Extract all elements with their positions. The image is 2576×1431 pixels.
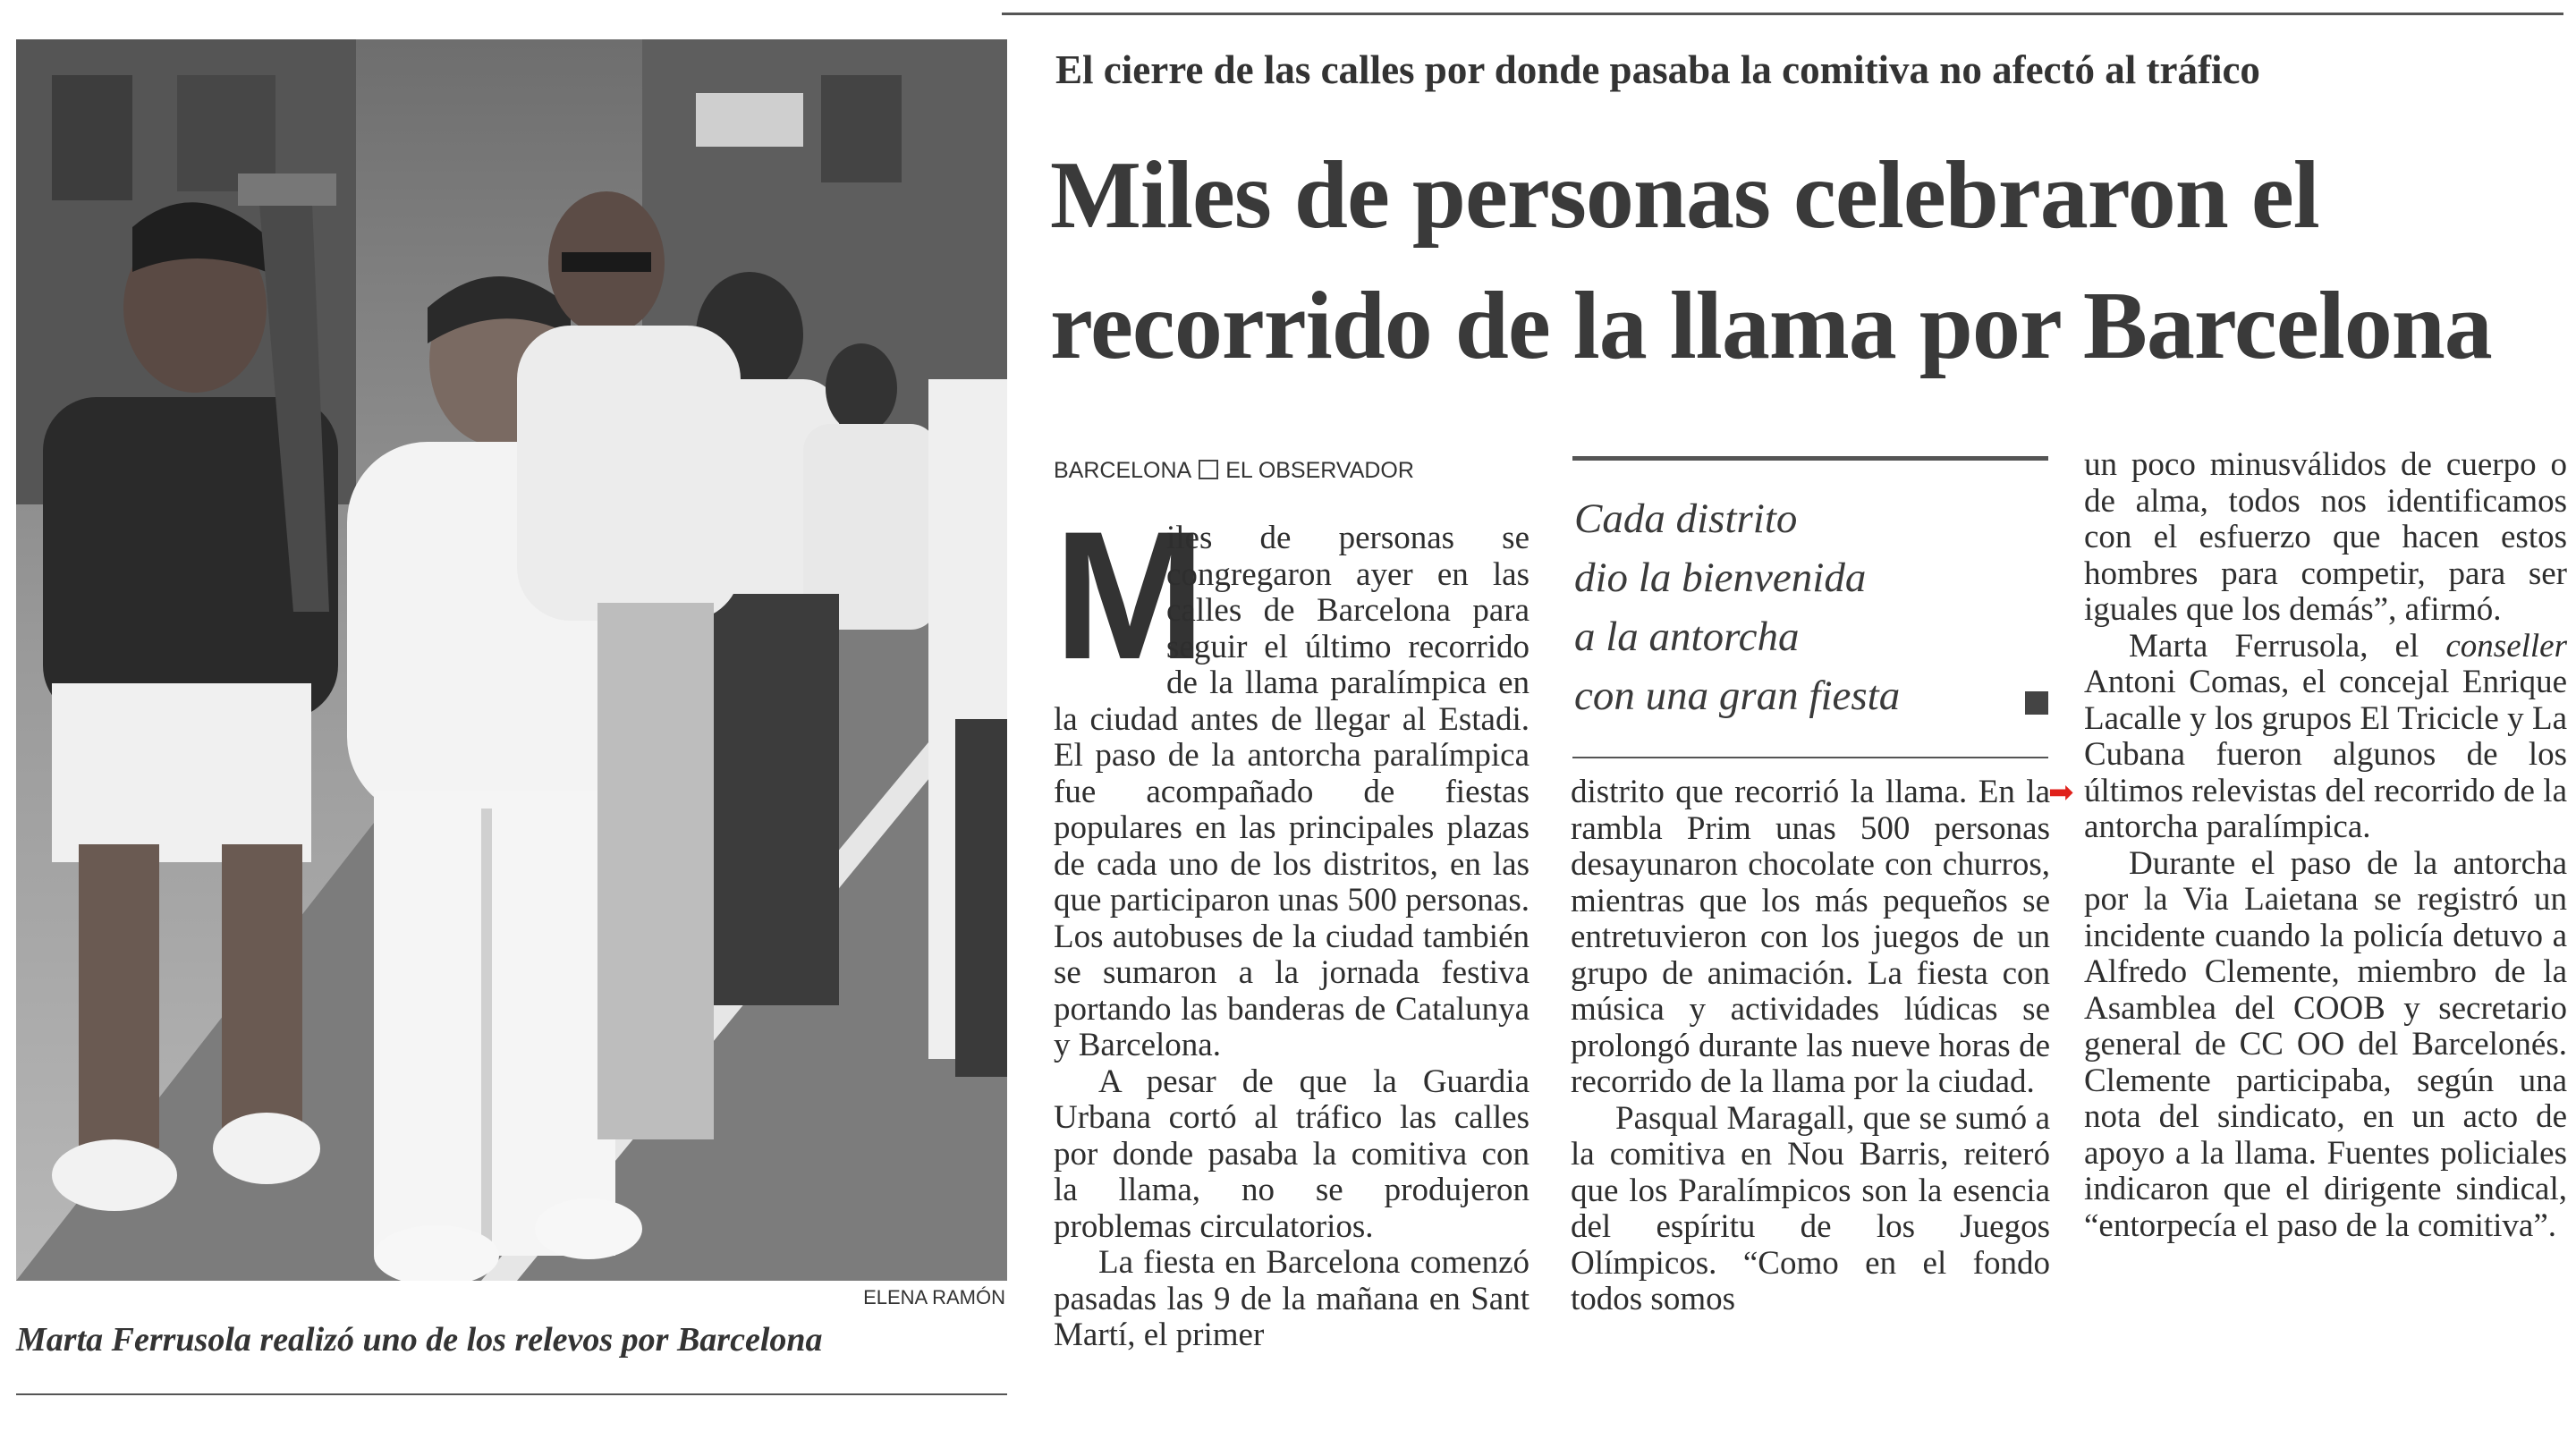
- kicker: El cierre de las calles por donde pasaba la comitiva no afectó al tráfico: [1055, 47, 2260, 92]
- byline-source: EL OBSERVADOR: [1225, 458, 1414, 483]
- pull-quote-line-3: a la antorcha: [1574, 614, 1800, 660]
- article-column-3: [2084, 447, 2567, 1244]
- pull-quote: [1572, 456, 2048, 738]
- paragraph-7: [2084, 629, 2567, 846]
- red-arrow-icon: ➡: [2048, 775, 2074, 810]
- paragraph-1-text: iles de personas se congregaron ayer en las calles de Barcelona para seguir el último recorrido de la llama paralímpica en la ciudad antes de llegar al Estadi. El paso de la antorcha paralímpica fue acompañado de fiestas populares en las principales plazas de cada uno de los distritos, en las que participaron unas 500 personas. Los autobuses de la ciudad también se sumaron a la jornada festiva portando las banderas de Catalunya y Barcelona.: [1054, 520, 1530, 1063]
- paragraph-4: distrito que recorrió la llama. En la rambla Prim unas 500 personas desayunaron chocolate con churros, mientras que los más pequeños se entretuvieron con los juegos de un grupo de animación. La fiesta con música y actividades lúdicas se prolongó durante las nueve horas de recorrido de la llama por la ciudad.: [1571, 774, 2050, 1100]
- caption-bottom-rule: [16, 1393, 1007, 1395]
- photo-caption: Marta Ferrusola realizó uno de los relevos por Barcelona: [16, 1321, 823, 1359]
- paragraph-5: Pasqual Maragall, que se sumó a la comitiva en Nou Barris, reiteró que los Paralímpicos son la esencia del espíritu de los Juegos Olímpicos. “Como en el fondo todos somos: [1571, 1099, 2050, 1317]
- square-outline-icon: [1199, 460, 1218, 479]
- byline-place: BARCELONA: [1054, 458, 1192, 483]
- byline: [1054, 458, 1537, 484]
- drop-cap: M: [1054, 494, 1206, 698]
- paragraph-7-italic: conseller: [2445, 627, 2567, 665]
- paragraph-3: La fiesta en Barcelona comenzó pasadas las 9 de la mañana en Sant Martí, el primer: [1054, 1244, 1530, 1353]
- pull-quote-line-4: con una gran fiesta: [1574, 673, 1901, 719]
- headline: [1050, 131, 2571, 392]
- news-photo: [16, 39, 1007, 1281]
- article-column-2: [1571, 775, 2050, 1318]
- pull-quote-line-1: Cada distrito: [1574, 495, 1798, 542]
- paragraph-2: A pesar de que la Guardia Urbana cortó al tráfico las calles por donde pasaba la comitiva con la llama, no se produjeron problemas circulatorios.: [1054, 1063, 1530, 1245]
- square-filled-icon: [2025, 691, 2048, 715]
- pull-quote-bottom-rule: [1572, 757, 2048, 758]
- paragraph-1: [1054, 494, 1530, 1064]
- headline-line-1: Miles de personas celebraron el: [1050, 142, 2319, 249]
- paragraph-7-end: Antoni Comas, el concejal Enrique Lacalle y los grupos El Tricicle y La Cubana fueron algunos de los últimos relevistas del recorrido de la antorcha paralímpica.: [2084, 664, 2567, 845]
- photo-illustration: [16, 39, 1007, 1281]
- headline-line-2: recorrido de la llama por Barcelona: [1050, 273, 2492, 379]
- pull-quote-line-2: dio la bienvenida: [1574, 555, 1867, 601]
- article-column-1: [1054, 494, 1530, 1354]
- paragraph-7-start: Marta Ferrusola, el: [2129, 627, 2419, 665]
- paragraph-8: Durante el paso de la antorcha por la Via Laietana se registró un incidente cuando la policía detuvo a Alfredo Clemente, miembro de la Asamblea del COOB y secretario general de CC OO del Barcelonés. Clemente participaba, según una nota del sindicato, en un acto de apoyo a la llama. Fuentes policiales indicaron que el dirigente sindical, “entorpecía el paso de la comitiva”.: [2084, 844, 2567, 1244]
- photo-credit: ELENA RAMÓN: [863, 1286, 1005, 1308]
- top-rule: [1002, 13, 2563, 15]
- paragraph-6: un poco minusválidos de cuerpo o de alma, todos nos identificamos con el esfuerzo que hacen estos hombres para competir, para ser iguales que los demás”, afirmó.: [2084, 446, 2567, 628]
